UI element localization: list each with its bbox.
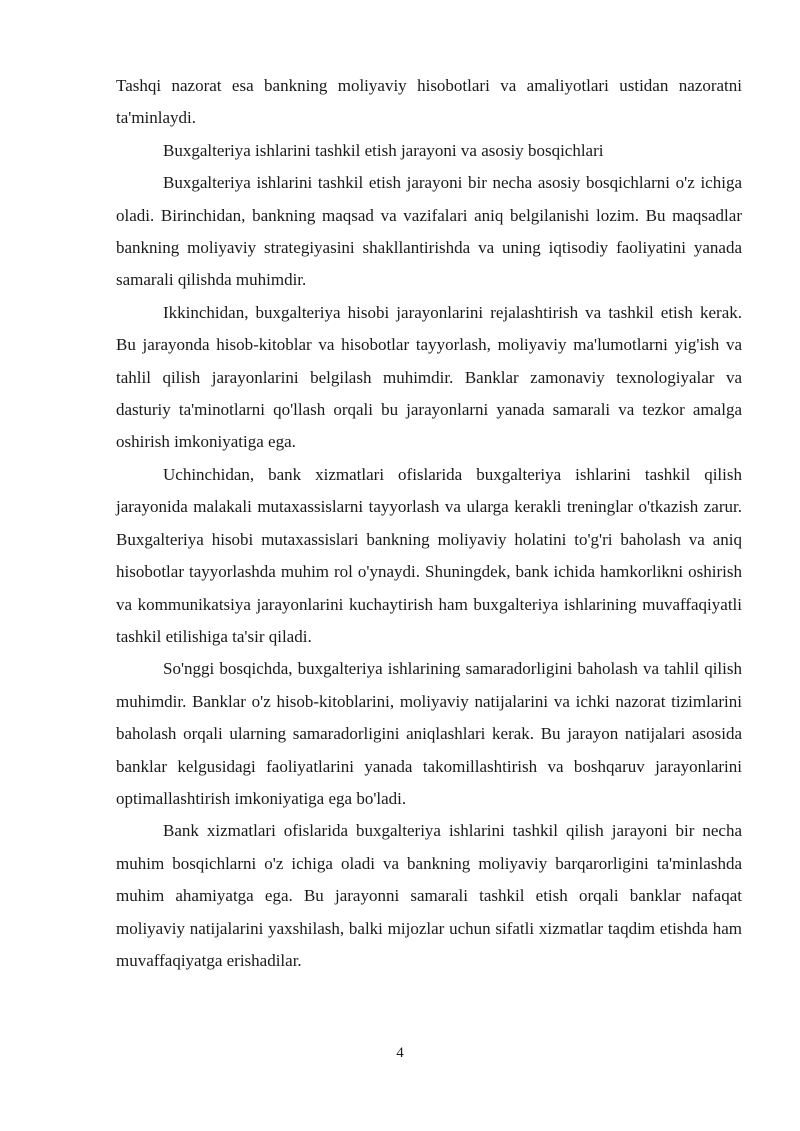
paragraph-1: Tashqi nazorat esa bankning moliyaviy hisobotlari va amaliyotlari ustidan nazoratni ta'minlaydi. (116, 76, 742, 128)
body-text (116, 70, 742, 977)
paragraph-3: Buxgalteriya ishlarini tashkil etish jarayoni bir necha asosiy bosqichlarni o'z ichiga oladi. Birinchidan, bankning maqsad va vazifalari aniq belgilanishi lozim. Bu maqsadlar bankning moliyaviy strategiyasini shakllantirishda va uning iqtisodiy faoliyatini yanada samarali qilishda muhimdir. (116, 173, 742, 290)
page-number: 4 (396, 1045, 404, 1061)
paragraph-7: Bank xizmatlari ofislarida buxgalteriya ishlarini tashkil qilish jarayoni bir necha muhim bosqichlarni o'z ichiga oladi va bankning moliyaviy barqarorligini ta'minlashda muhim ahamiyatga ega. Bu jarayonni samarali tashkil etish orqali banklar nafaqat moliyaviy natijalarini yaxshilash, balki mijozlar uchun sifatli xizmatlar taqdim etishda ham muvaffaqiyatga erishadilar. (116, 821, 742, 970)
paragraph-6: So'nggi bosqichda, buxgalteriya ishlarining samaradorligini baholash va tahlil qilish muhimdir. Banklar o'z hisob-kitoblarini, moliyaviy natijalarini va ichki nazorat tizimlarini baholash orqali ularning samaradorligini aniqlashlari kerak. Bu jarayon natijalari asosida banklar kelgusidagi faoliyatlarini yanada takomillashtirish va boshqaruv jarayonlarini optimallashtirish imkoniyatiga ega bo'ladi. (116, 659, 742, 808)
paragraph-4: Ikkinchidan, buxgalteriya hisobi jarayonlarini rejalashtirish va tashkil etish kerak. Bu jarayonda hisob-kitoblar va hisobotlar tayyorlash, moliyaviy ma'lumotlarni yig'ish va tahlil qilish jarayonlarini belgilash muhimdir. Banklar zamonaviy texnologiyalar va dasturiy ta'minotlarni qo'llash orqali bu jarayonlarni yanada samarali va tezkor amalga oshirish imkoniyatiga ega. (116, 302, 742, 452)
section-heading: Buxgalteriya ishlarini tashkil etish jarayoni va asosiy bosqichlari (163, 140, 604, 160)
paragraph-5: Uchinchidan, bank xizmatlari ofislarida buxgalteriya ishlarini tashkil qilish jarayonida malakali mutaxassislarni tayyorlash va ularga kerakli treninglar o'tkazish zarur. Buxgalteriya hisobi mutaxassislari bankning moliyaviy holatini to'g'ri baholash va aniq hisobotlar tayyorlashda muhim rol o'ynaydi. Shuningdek, bank ichida hamkorlikni oshirish va kommunikatsiya jarayonlarini kuchaytirish ham buxgalteriya ishlarining muvaffaqiyatli tashkil etilishiga ta'sir qiladi. (116, 464, 742, 646)
